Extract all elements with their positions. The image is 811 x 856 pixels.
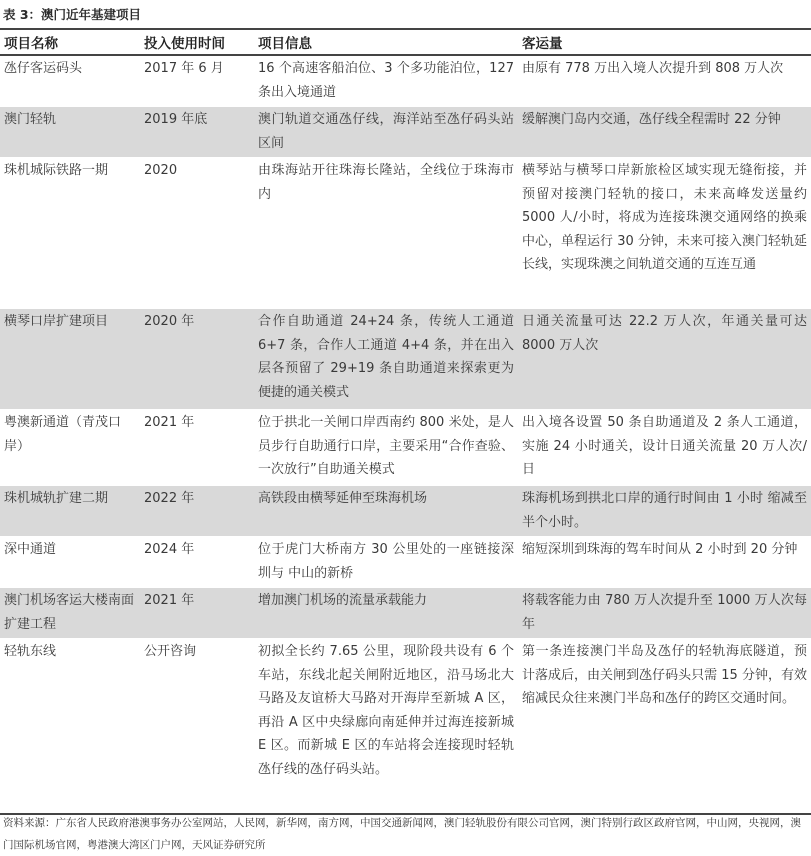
table-row [0, 639, 811, 814]
cell-info: 由珠海站开往珠海长隆站，全线位于珠海市内 [254, 158, 518, 309]
cell-name: 珠机城轨扩建二期 [0, 486, 140, 537]
cell-info: 高铁段由横琴延伸至珠海机场 [254, 486, 518, 537]
header-project-info: 项目信息 [258, 36, 312, 52]
cell-name: 澳门轻轨 [0, 107, 140, 158]
cell-time: 2020 [140, 158, 254, 309]
cell-info: 澳门轨道交通氹仔线，海洋站至氹仔码头站区间 [254, 107, 518, 158]
cell-name: 横琴口岸扩建项目 [0, 309, 140, 410]
cell-time: 2024 年 [140, 537, 254, 588]
cell-time: 2022 年 [140, 486, 254, 537]
table-row [0, 486, 811, 537]
table-row [0, 107, 811, 158]
table-row [0, 537, 811, 588]
table-row [0, 588, 811, 639]
cell-traffic: 缓解澳门岛内交通，氹仔线全程需时 22 分钟 [518, 107, 811, 158]
infrastructure-table [0, 28, 811, 815]
cell-info: 合作自助通道 24+24 条，传统人工通道 6+7 条，合作人工通道 4+4 条，并在出入层各预留了 29+19 条自助通道来探索更为便捷的通关模式 [254, 309, 518, 410]
cell-traffic: 由原有 778 万出入境人次提升到 808 万人次 [518, 55, 811, 107]
table-row [0, 309, 811, 410]
table-header-row [0, 29, 811, 55]
cell-traffic: 第一条连接澳门半岛及氹仔的轻轨海底隧道，预计落成后，由关闸到氹仔码头只需 15 分钟，有效缩减民众往来澳门半岛和氹仔的跨区交通时间。 [518, 639, 811, 814]
cell-info: 增加澳门机场的流量承载能力 [254, 588, 518, 639]
cell-time: 2020 年 [140, 309, 254, 410]
cell-name: 氹仔客运码头 [0, 55, 140, 107]
table-row [0, 55, 811, 107]
header-project-name: 项目名称 [4, 36, 58, 52]
cell-name: 深中通道 [0, 537, 140, 588]
cell-info: 位于虎门大桥南方 30 公里处的一座链接深圳与 中山的新桥 [254, 537, 518, 588]
cell-name: 珠机城际铁路一期 [0, 158, 140, 309]
cell-info: 16 个高速客船泊位、3 个多功能泊位，127 条出入境通道 [254, 55, 518, 107]
infrastructure-table-container [0, 28, 811, 815]
cell-traffic: 出入境各设置 50 条自助通道及 2 条人工通道，实施 24 小时通关，设计日通关流量 20 万人次/日 [518, 410, 811, 486]
header-passenger-traffic: 客运量 [522, 36, 563, 52]
cell-info: 位于拱北一关闸口岸西南约 800 米处，是人员步行自助通行口岸，主要采用“合作查验、一次放行”自助通关模式 [254, 410, 518, 486]
cell-time: 公开咨询 [140, 639, 254, 814]
cell-traffic: 日通关流量可达 22.2 万人次，年通关量可达 8000 万人次 [518, 309, 811, 410]
table-caption: 表 3：澳门近年基建项目 [3, 7, 142, 22]
cell-traffic: 将载客能力由 780 万人次提升至 1000 万人次每年 [518, 588, 811, 639]
cell-name: 粤澳新通道（青茂口岸） [0, 410, 140, 486]
cell-traffic: 缩短深圳到珠海的驾车时间从 2 小时到 20 分钟 [518, 537, 811, 588]
cell-name: 轻轨东线 [0, 639, 140, 814]
source-note: 资料来源：广东省人民政府港澳事务办公室网站，人民网，新华网，南方网，中国交通新闻网，澳门轻轨股份有限公司官网，澳门特别行政区政府官网，中山网，央视网，澳门国际机场官网，粤港澳大湾区门户网，天风证券研究所 [3, 817, 801, 851]
table-row [0, 158, 811, 309]
cell-time: 2017 年 6 月 [140, 55, 254, 107]
cell-time: 2021 年 [140, 410, 254, 486]
cell-time: 2021 年 [140, 588, 254, 639]
cell-traffic: 珠海机场到拱北口岸的通行时间由 1 小时 缩减至半个小时。 [518, 486, 811, 537]
table-row [0, 410, 811, 486]
cell-info: 初拟全长约 7.65 公里，现阶段共设有 6 个车站，东线北起关闸附近地区，沿马场北大马路及友谊桥大马路对开海岸至新城 A 区，再沿 A 区中央绿廊向南延伸并过海连接新城 E 区。而新城 E 区的车站将会连接现时轻轨氹仔线的氹仔码头站。 [254, 639, 518, 814]
cell-traffic: 横琴站与横琴口岸新旅检区域实现无缝衔接，并预留对接澳门轻轨的接口，未来高峰发送量约 5000 人/小时，将成为连接珠澳交通网络的换乘中心，单程运行 30 分钟，未来可接入澳门轻轨延长线，实现珠澳之间轨道交通的互连互通 [518, 158, 811, 309]
cell-time: 2019 年底 [140, 107, 254, 158]
cell-name: 澳门机场客运大楼南面扩建工程 [0, 588, 140, 639]
header-start-time: 投入使用时间 [144, 36, 225, 52]
